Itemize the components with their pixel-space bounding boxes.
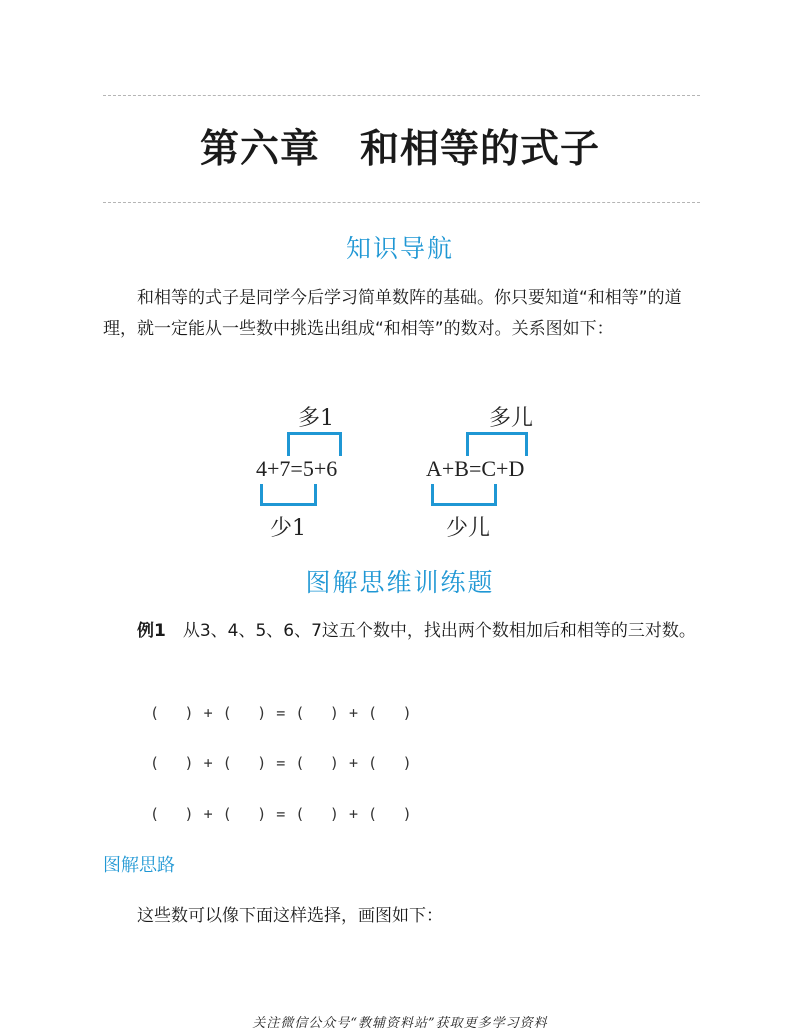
diagram-right-top-bracket: [466, 432, 528, 456]
example-spacer: [166, 621, 183, 641]
top-divider: [103, 95, 700, 96]
section-title-practice: 图解思维训练题: [305, 568, 495, 597]
title-divider: [103, 202, 700, 203]
diagram-right-top-label: 多儿: [489, 406, 534, 431]
footer-note: 关注微信公众号“教辅资料站”获取更多学习资料: [252, 1016, 548, 1031]
solution-subheading: 图解思路: [103, 855, 175, 876]
closing-paragraph: 这些数可以像下面这样选择，画图如下：: [137, 906, 443, 926]
example-label: 例1: [137, 621, 166, 641]
example-text: 从3、4、5、6、7这五个数中，找出两个数相加后和相等的三对数。: [182, 621, 696, 641]
diagram-left-bottom-label: 少1: [270, 516, 306, 541]
diagram-left-top-label: 多1: [298, 406, 334, 431]
blank-row-2: ( ) + ( ) = ( ) + ( ): [150, 754, 413, 772]
diagram-right-equation: A+B=C+D: [426, 456, 525, 481]
blank-row-1: ( ) + ( ) = ( ) + ( ): [150, 704, 413, 722]
diagram-left-top-bracket: [287, 432, 342, 456]
diagram-right-bottom-bracket: [431, 484, 497, 506]
chapter-title: 第六章 和相等的式子: [199, 127, 600, 172]
diagram-left-equation: 4+7=5+6: [256, 456, 338, 481]
section-title-knowledge-nav: 知识导航: [345, 234, 454, 263]
diagram-right-bottom-label: 少儿: [446, 516, 491, 541]
diagram-left-bottom-bracket: [260, 484, 317, 506]
blank-row-3: ( ) + ( ) = ( ) + ( ): [150, 805, 413, 823]
intro-paragraph: 和相等的式子是同学今后学习简单数阵的基础。你只要知道“和相等”的道理，就一定能从一些数中挑选出组成“和相等”的数对。关系图如下：: [103, 288, 682, 339]
example-1: [103, 616, 700, 647]
